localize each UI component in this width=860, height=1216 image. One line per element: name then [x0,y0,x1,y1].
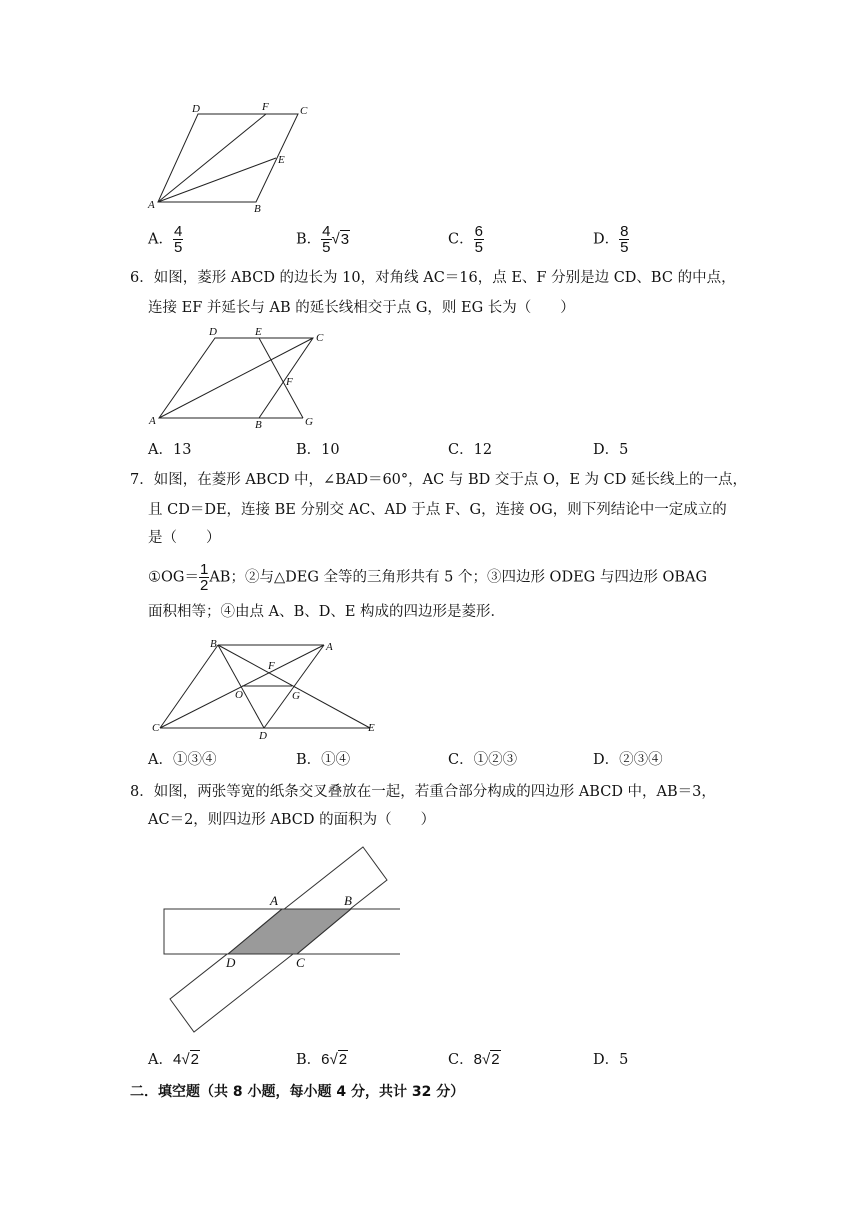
q7-text-line5: 面积相等；④由点 A、B、D、E 构成的四边形是菱形． [148,604,506,620]
q8-option-d: D．5 [593,1052,629,1068]
q7-text-line1: 7．如图，在菱形 ABCD 中，∠BAD＝60°，AC 与 BD 交于点 O，E 为 CD 延长线上的一点， [130,472,747,488]
q6-label-g: G [305,416,313,428]
q5-label-e: E [278,154,285,166]
q7-option-d: D．②③④ [593,752,663,768]
q5-figure [140,98,320,213]
q6-option-a: A．13 [148,442,192,458]
q5-option-b [296,224,350,255]
q7-text-line2: 且 CD＝DE，连接 BE 分别交 AC、AD 于点 F、G，连接 OG，则下列结论中一定成立的 [148,502,727,518]
q5-label-b: B [254,203,261,213]
q5-option-d-fraction: $\frac{8}{5}$ [620,223,629,256]
section-2-heading: 二．填空题（共 8 小题，每小题 4 分，共计 32 分） [130,1084,465,1100]
q6-label-d: D [209,326,217,338]
q7-label-e: E [368,722,375,734]
q7-fraction-half: $\frac{1}{2}$ [199,561,209,594]
q8-figure [150,838,400,1038]
q6-label-b: B [255,419,262,431]
q7-option-c: C．①②③ [448,752,518,768]
q8-option-c-label: C． [448,1052,474,1068]
q8-option-a-value: 4√2 [172,1051,199,1068]
q8-option-b-value: 6√2 [321,1051,348,1068]
q8-label-b: B [344,893,352,908]
q5-option-a-fraction: $\frac{4}{5}$ [173,223,183,256]
q6-text-line2: 连接 EF 并延长与 AB 的延长线相交于点 G，则 EG 长为（ ） [148,300,575,316]
q6-text-line1: 6．如图，菱形 ABCD 的边长为 10，对角线 AC＝16，点 E、F 分别是边 CD、BC 的中点， [130,270,736,286]
q7-label-c: C [152,722,160,734]
q5-option-a-label: A． [148,231,173,248]
q7-text-line3: 是（ ） [148,530,221,546]
q8-option-a [148,1050,200,1070]
q7-label-f: F [268,660,275,672]
q5-option-d [593,224,629,255]
q5-option-d-label: D． [593,231,620,248]
q7-label-a: A [326,641,333,653]
q5-option-c [448,224,484,255]
q7-text-line4 [148,562,707,593]
q6-label-a: A [149,415,156,427]
q5-option-c-label: C． [448,231,474,248]
q6-option-c: C．12 [448,442,493,458]
q8-label-c: C [296,955,305,970]
q6-option-b: B．10 [296,442,340,458]
q8-option-a-label: A． [148,1052,173,1068]
q7-figure [148,636,384,744]
q6-label-c: C [316,332,324,344]
q6-figure [145,322,335,432]
q8-text-line1: 8．如图，两张等宽的纸条交叉叠放在一起，若重合部分构成的四边形 ABCD 中，AB＝3， [130,784,716,800]
q8-text-line2: AC＝2，则四边形 ABCD 的面积为（ ） [148,812,436,828]
q7-option-b: B．①④ [296,752,351,768]
q8-option-c [448,1050,501,1070]
q5-option-c-fraction: $\frac{6}{5}$ [474,223,483,256]
q7-option-a: A．①③④ [148,752,217,768]
q5-option-b-label: B． [296,231,322,248]
q5-option-a [148,224,183,255]
q6-label-e: E [255,326,262,338]
q8-option-b [296,1050,348,1070]
q7-label-d: D [259,730,267,742]
q7-conclusion-1-start: ①OG＝ [148,569,199,586]
q7-label-b: B [210,638,217,650]
q6-option-d: D．5 [593,442,629,458]
q7-conclusion-rest: AB；②与△DEG 全等的三角形共有 5 个；③四边形 ODEG 与四边形 OBAG [209,569,708,586]
q7-label-o: O [235,689,243,701]
q5-label-f: F [262,101,269,113]
q8-option-c-value: 8√2 [473,1051,500,1068]
q7-label-g: G [292,690,300,702]
q5-label-d: D [192,103,200,115]
q8-label-d: D [226,955,236,970]
q5-option-b-sqrt: √3 [331,230,350,248]
q5-label-c: C [300,105,308,117]
q8-option-b-label: B． [296,1052,322,1068]
q5-label-a: A [148,199,155,211]
q6-label-f: F [286,376,293,388]
q5-option-b-fraction: $\frac{4}{5}$ [322,223,331,256]
q8-label-a: A [270,893,278,908]
